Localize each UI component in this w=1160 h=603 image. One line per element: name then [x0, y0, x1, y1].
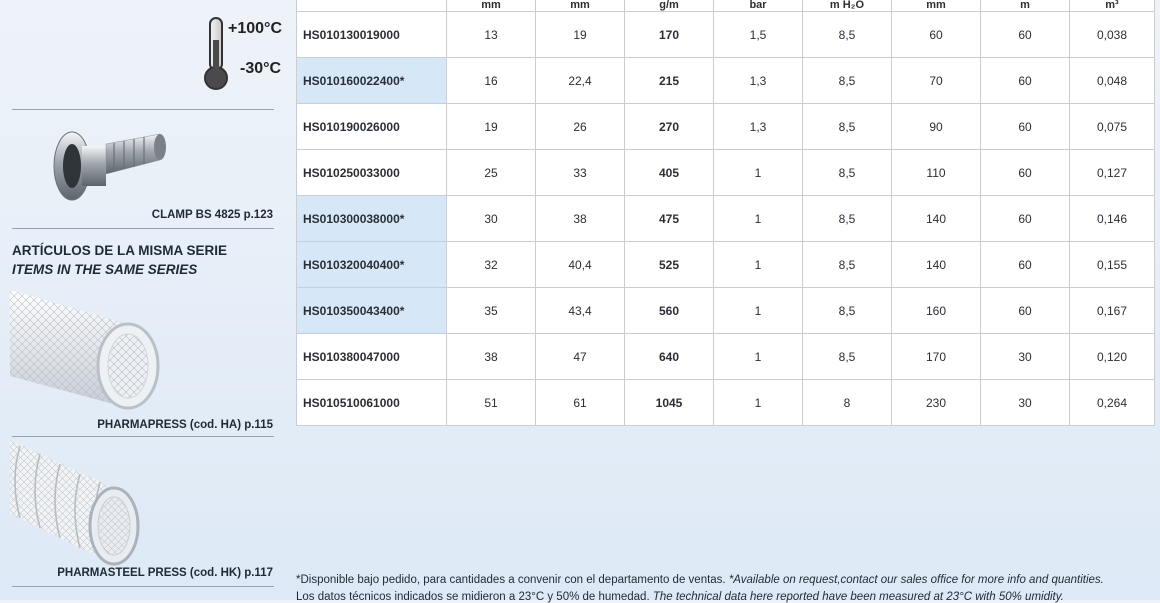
pharmapress-hose-image	[10, 284, 170, 414]
bend-radius-cell: 90	[892, 104, 981, 150]
bend-radius-cell: 230	[892, 380, 981, 426]
outer-diameter-cell: 47	[536, 334, 625, 380]
footnote-availability-en: *Available on request,contact our sales office for more info and quantities.	[728, 574, 1104, 586]
unit-volume: m³	[1070, 0, 1155, 12]
volume-cell: 0,120	[1070, 334, 1155, 380]
pressure-water-cell: 8	[803, 380, 892, 426]
article-code-cell: HS010350043400*	[297, 288, 447, 334]
footnote-conditions-en: The technical data here reported have been measured at 23°C with 50% umidity.	[652, 591, 1064, 603]
volume-cell: 0,048	[1070, 58, 1155, 104]
table-row	[297, 380, 1155, 426]
weight-cell: 475	[625, 196, 714, 242]
weight-cell: 170	[625, 12, 714, 58]
footnote-conditions	[296, 591, 1064, 603]
article-code-cell: HS010510061000	[297, 380, 447, 426]
footnote-availability-es: *Disponible bajo pedido, para cantidades a convenir con el departamento de ventas.	[296, 574, 726, 586]
pharmasteel-caption: PHARMASTEEL PRESS (cod. HK) p.117	[57, 567, 273, 579]
weight-cell: 640	[625, 334, 714, 380]
pressure-bar-cell: 1,3	[714, 104, 803, 150]
bend-radius-cell: 140	[892, 242, 981, 288]
outer-diameter-cell: 40,4	[536, 242, 625, 288]
product-table-container	[296, 0, 1154, 426]
inner-diameter-cell: 51	[447, 380, 536, 426]
article-code-cell: HS010300038000*	[297, 196, 447, 242]
length-cell: 30	[981, 334, 1070, 380]
article-code-cell: HS010380047000	[297, 334, 447, 380]
series-subtitle: ITEMS IN THE SAME SERIES	[12, 262, 198, 277]
unit-length: m	[981, 0, 1070, 12]
length-cell: 60	[981, 196, 1070, 242]
pressure-bar-cell: 1	[714, 334, 803, 380]
product-table	[296, 0, 1155, 426]
unit-bend-radius: mm	[892, 0, 981, 12]
clamp-fitting-image	[48, 120, 168, 210]
bend-radius-cell: 170	[892, 334, 981, 380]
volume-cell: 0,167	[1070, 288, 1155, 334]
pressure-bar-cell: 1	[714, 242, 803, 288]
unit-pressure-bar: bar	[714, 0, 803, 12]
article-code-cell: HS010320040400*	[297, 242, 447, 288]
pressure-bar-cell: 1	[714, 380, 803, 426]
length-cell: 60	[981, 58, 1070, 104]
inner-diameter-cell: 35	[447, 288, 536, 334]
fitting-caption: CLAMP BS 4825 p.123	[151, 209, 273, 221]
volume-cell: 0,038	[1070, 12, 1155, 58]
volume-cell: 0,155	[1070, 242, 1155, 288]
table-row	[297, 58, 1155, 104]
weight-cell: 215	[625, 58, 714, 104]
bend-radius-cell: 160	[892, 288, 981, 334]
table-row	[297, 334, 1155, 380]
units-row	[297, 0, 1155, 12]
pressure-bar-cell: 1,3	[714, 58, 803, 104]
length-cell: 60	[981, 150, 1070, 196]
pressure-water-cell: 8,5	[803, 196, 892, 242]
pressure-water-cell: 8,5	[803, 150, 892, 196]
bend-radius-cell: 70	[892, 58, 981, 104]
volume-cell: 0,075	[1070, 104, 1155, 150]
length-cell: 30	[981, 380, 1070, 426]
pharmapress-caption: PHARMAPRESS (cod. HA) p.115	[97, 419, 273, 431]
bend-radius-cell: 110	[892, 150, 981, 196]
outer-diameter-cell: 26	[536, 104, 625, 150]
unit-pressure-water: m H₂O	[803, 0, 892, 12]
bend-radius-cell: 60	[892, 12, 981, 58]
length-cell: 60	[981, 104, 1070, 150]
pressure-water-cell: 8,5	[803, 104, 892, 150]
pressure-water-cell: 8,5	[803, 288, 892, 334]
inner-diameter-cell: 13	[447, 12, 536, 58]
footnote-availability	[296, 574, 1104, 586]
footnote-conditions-es: Los datos técnicos indicados se midieron a 23°C y 50% de humedad.	[296, 591, 650, 603]
table-row	[297, 104, 1155, 150]
table-row	[297, 288, 1155, 334]
pressure-water-cell: 8,5	[803, 334, 892, 380]
inner-diameter-cell: 32	[447, 242, 536, 288]
series-title: ARTÍCULOS DE LA MISMA SERIE	[12, 243, 228, 258]
weight-cell: 560	[625, 288, 714, 334]
article-code-cell: HS010160022400*	[297, 58, 447, 104]
inner-diameter-cell: 25	[447, 150, 536, 196]
length-cell: 60	[981, 242, 1070, 288]
divider	[12, 228, 274, 229]
volume-cell: 0,146	[1070, 196, 1155, 242]
max-temperature: +100°C	[228, 20, 282, 37]
outer-diameter-cell: 38	[536, 196, 625, 242]
inner-diameter-cell: 30	[447, 196, 536, 242]
volume-cell: 0,264	[1070, 380, 1155, 426]
table-row	[297, 196, 1155, 242]
outer-diameter-cell: 61	[536, 380, 625, 426]
divider	[12, 109, 274, 110]
pharmasteel-press-hose-image	[10, 440, 160, 568]
pressure-bar-cell: 1,5	[714, 12, 803, 58]
unit-inner-diameter: mm	[447, 0, 536, 12]
table-row	[297, 150, 1155, 196]
pressure-water-cell: 8,5	[803, 12, 892, 58]
pressure-water-cell: 8,5	[803, 58, 892, 104]
inner-diameter-cell: 38	[447, 334, 536, 380]
bend-radius-cell: 140	[892, 196, 981, 242]
pressure-bar-cell: 1	[714, 150, 803, 196]
weight-cell: 525	[625, 242, 714, 288]
outer-diameter-cell: 43,4	[536, 288, 625, 334]
unit-code	[297, 0, 447, 12]
unit-outer-diameter: mm	[536, 0, 625, 12]
sidebar	[0, 0, 285, 600]
outer-diameter-cell: 33	[536, 150, 625, 196]
table-row	[297, 242, 1155, 288]
weight-cell: 405	[625, 150, 714, 196]
table-row	[297, 12, 1155, 58]
inner-diameter-cell: 19	[447, 104, 536, 150]
pressure-bar-cell: 1	[714, 196, 803, 242]
article-code-cell: HS010130019000	[297, 12, 447, 58]
inner-diameter-cell: 16	[447, 58, 536, 104]
length-cell: 60	[981, 12, 1070, 58]
length-cell: 60	[981, 288, 1070, 334]
weight-cell: 1045	[625, 380, 714, 426]
min-temperature: -30°C	[240, 60, 282, 77]
unit-weight: g/m	[625, 0, 714, 12]
volume-cell: 0,127	[1070, 150, 1155, 196]
divider	[12, 586, 274, 587]
pressure-water-cell: 8,5	[803, 242, 892, 288]
weight-cell: 270	[625, 104, 714, 150]
divider	[12, 436, 274, 437]
pressure-bar-cell: 1	[714, 288, 803, 334]
article-code-cell: HS010250033000	[297, 150, 447, 196]
outer-diameter-cell: 22,4	[536, 58, 625, 104]
article-code-cell: HS010190026000	[297, 104, 447, 150]
outer-diameter-cell: 19	[536, 12, 625, 58]
